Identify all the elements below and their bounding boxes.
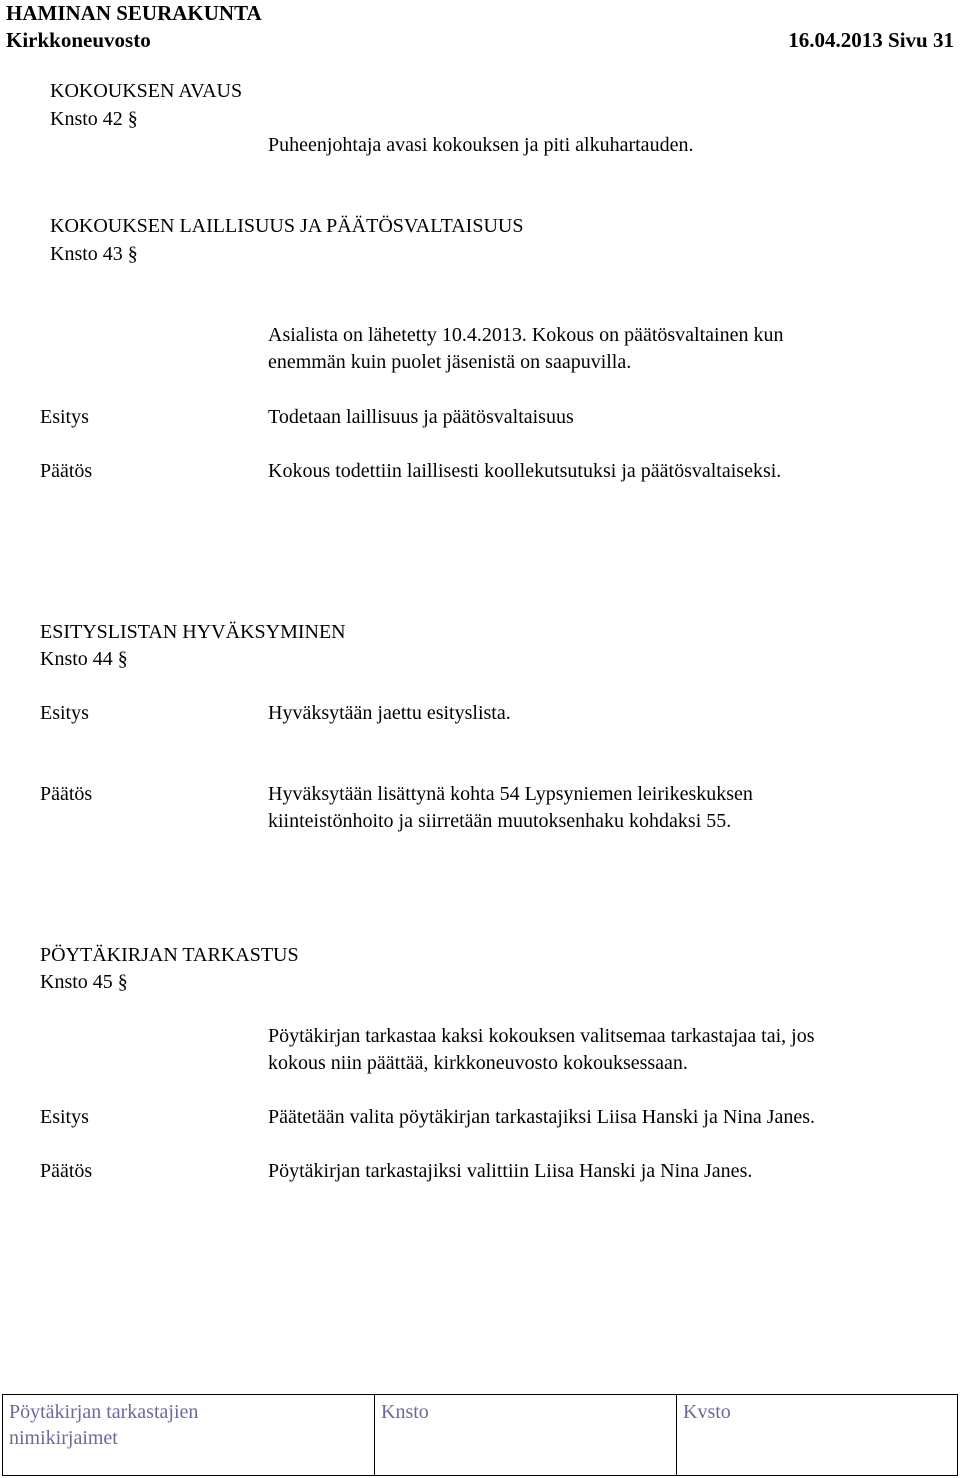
footer-label: nimikirjaimet [9,1427,118,1449]
section-number: Knsto 42 § [50,108,138,130]
paatos-line: kiinteistönhoito ja siirretään muutoksenhaku kohdaksi 55. [268,810,732,832]
intro-line: kokous niin päättää, kirkkoneuvosto kokouksessaan. [268,1052,688,1074]
intro-line: enemmän kuin puolet jäsenistä on saapuvilla. [268,351,632,373]
body-name: Kirkkoneuvosto [6,28,151,52]
footer-cell-knsto [375,1395,677,1475]
esitys-label: Esitys [40,406,89,428]
paatos-label: Päätös [40,1160,93,1182]
section-title: KOKOUKSEN AVAUS [50,80,243,102]
esitys-text: Hyväksytään jaettu esityslista. [268,702,511,724]
footer-cell-inspectors [3,1395,375,1475]
paatos-label: Päätös [40,783,93,805]
section-title: ESITYSLISTAN HYVÄKSYMINEN [40,621,346,643]
section-title: KOKOUKSEN LAILLISUUS JA PÄÄTÖSVALTAISUUS [50,215,524,237]
esitys-text: Päätetään valita pöytäkirjan tarkastajiksi Liisa Hanski ja Nina Janes. [268,1106,816,1128]
org-name: HAMINAN SEURAKUNTA [6,1,262,25]
esitys-text: Todetaan laillisuus ja päätösvaltaisuus [268,406,574,428]
section-number: Knsto 44 § [40,648,128,670]
footer-label: Knsto [381,1401,429,1423]
footer-cell-kvsto [677,1395,957,1475]
date-page: 16.04.2013 Sivu 31 [788,28,954,52]
paatos-label: Päätös [40,460,93,482]
intro-line: Asialista on lähetetty 10.4.2013. Kokous on päätösvaltainen kun [268,324,784,346]
footer-label: Pöytäkirjan tarkastajien [9,1401,199,1423]
section-number: Knsto 45 § [40,971,128,993]
paatos-text: Pöytäkirjan tarkastajiksi valittiin Liisa Hanski ja Nina Janes. [268,1160,753,1182]
intro-line: Pöytäkirjan tarkastaa kaksi kokouksen valitsemaa tarkastajaa tai, jos [268,1025,815,1047]
paatos-text: Kokous todettiin laillisesti koollekutsutuksi ja päätösvaltaiseksi. [268,460,782,482]
signature-table [2,1394,958,1476]
esitys-label: Esitys [40,702,89,724]
section-title: PÖYTÄKIRJAN TARKASTUS [40,944,299,966]
paatos-line: Hyväksytään lisättynä kohta 54 Lypsyniemen leirikeskuksen [268,783,753,805]
esitys-label: Esitys [40,1106,89,1128]
footer-label: Kvsto [683,1401,731,1423]
section-number: Knsto 43 § [50,243,138,265]
section-text: Puheenjohtaja avasi kokouksen ja piti alkuhartauden. [268,134,694,156]
